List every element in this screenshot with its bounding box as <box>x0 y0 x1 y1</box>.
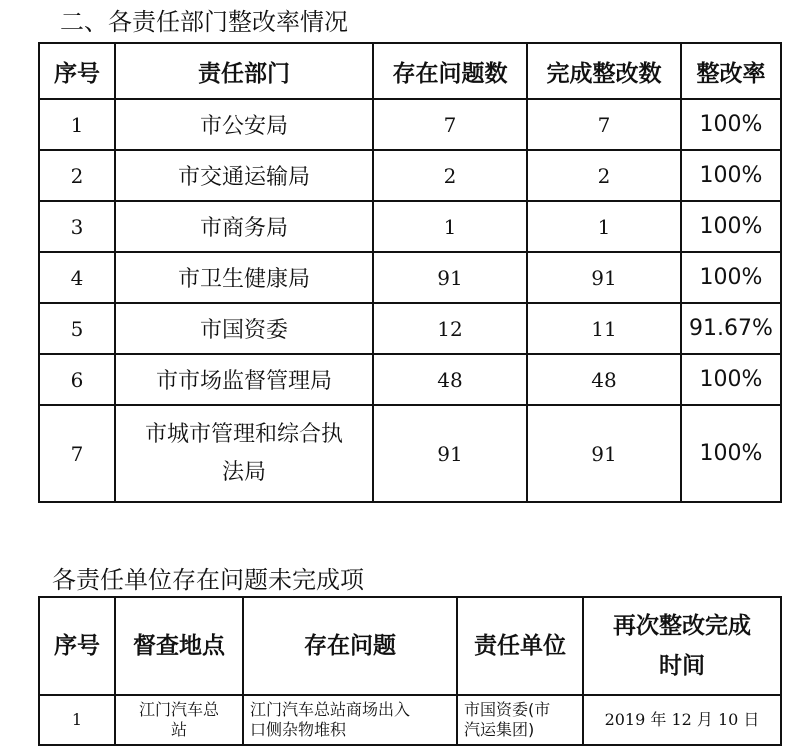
cell-unit <box>457 695 583 745</box>
cell-dept-line: 法局 <box>221 459 266 485</box>
cell-rate: 91.67% <box>681 303 781 354</box>
cell-rate: 100% <box>681 354 781 405</box>
cell-dept <box>115 405 373 502</box>
header-issues: 存在问题数 <box>373 43 527 99</box>
cell-fixed: 2 <box>527 150 681 201</box>
cell-fixed: 1 <box>527 201 681 252</box>
table-row <box>39 99 781 150</box>
cell-place-line: 站 <box>170 720 187 739</box>
cell-issue-line: 江门汽车总站商场出入 <box>250 700 411 719</box>
cell-no: 5 <box>39 303 115 354</box>
table-row <box>39 201 781 252</box>
header-rate: 整改率 <box>681 43 781 99</box>
cell-dept-line: 市城市管理和综合执 <box>144 421 343 447</box>
table-row <box>39 405 781 502</box>
cell-no: 6 <box>39 354 115 405</box>
cell-rate: 100% <box>681 150 781 201</box>
cell-rate: 100% <box>681 99 781 150</box>
cell-issues: 91 <box>373 405 527 502</box>
header-issue: 存在问题 <box>243 597 457 695</box>
cell-no: 3 <box>39 201 115 252</box>
cell-issues: 2 <box>373 150 527 201</box>
table-row <box>39 303 781 354</box>
cell-issues: 91 <box>373 252 527 303</box>
cell-no: 2 <box>39 150 115 201</box>
cell-no: 1 <box>39 695 115 745</box>
cell-fixed: 7 <box>527 99 681 150</box>
cell-no: 1 <box>39 99 115 150</box>
header-unit: 责任单位 <box>457 597 583 695</box>
unfinished-items-table <box>38 596 782 746</box>
header-dept: 责任部门 <box>115 43 373 99</box>
header-no: 序号 <box>39 43 115 99</box>
cell-rate: 100% <box>681 252 781 303</box>
header-time <box>583 597 781 695</box>
header-fixed: 完成整改数 <box>527 43 681 99</box>
rectification-rate-table <box>38 42 782 503</box>
cell-unit-line: 市国资委(市 <box>464 700 551 719</box>
cell-issues: 7 <box>373 99 527 150</box>
cell-dept: 市市场监督管理局 <box>115 354 373 405</box>
cell-time: 2019 年 12 月 10 日 <box>583 695 781 745</box>
cell-no: 7 <box>39 405 115 502</box>
cell-dept: 市公安局 <box>115 99 373 150</box>
cell-fixed: 48 <box>527 354 681 405</box>
cell-issue-line: 口侧杂物堆积 <box>250 720 347 739</box>
cell-no: 4 <box>39 252 115 303</box>
cell-dept: 市交通运输局 <box>115 150 373 201</box>
table-row <box>39 695 781 745</box>
table-header-row <box>39 597 781 695</box>
cell-issues: 12 <box>373 303 527 354</box>
cell-issue <box>243 695 457 745</box>
cell-fixed: 91 <box>527 405 681 502</box>
cell-issues: 48 <box>373 354 527 405</box>
cell-dept: 市卫生健康局 <box>115 252 373 303</box>
cell-place <box>115 695 243 745</box>
cell-issues: 1 <box>373 201 527 252</box>
header-place: 督查地点 <box>115 597 243 695</box>
cell-unit-line: 汽运集团) <box>464 720 535 739</box>
cell-rate: 100% <box>681 405 781 502</box>
table-header-row <box>39 43 781 99</box>
table-row <box>39 150 781 201</box>
cell-dept: 市国资委 <box>115 303 373 354</box>
cell-fixed: 91 <box>527 252 681 303</box>
section-title-rectification-rate: 二、各责任部门整改率情况 <box>60 8 348 36</box>
section-title-unfinished-items: 各责任单位存在问题未完成项 <box>52 566 364 594</box>
cell-dept: 市商务局 <box>115 201 373 252</box>
table-row <box>39 252 781 303</box>
cell-fixed: 11 <box>527 303 681 354</box>
cell-place-line: 江门汽车总 <box>138 700 219 719</box>
header-time-line: 时间 <box>659 653 705 679</box>
cell-rate: 100% <box>681 201 781 252</box>
header-no: 序号 <box>39 597 115 695</box>
header-time-line: 再次整改完成 <box>613 613 751 639</box>
table-row <box>39 354 781 405</box>
